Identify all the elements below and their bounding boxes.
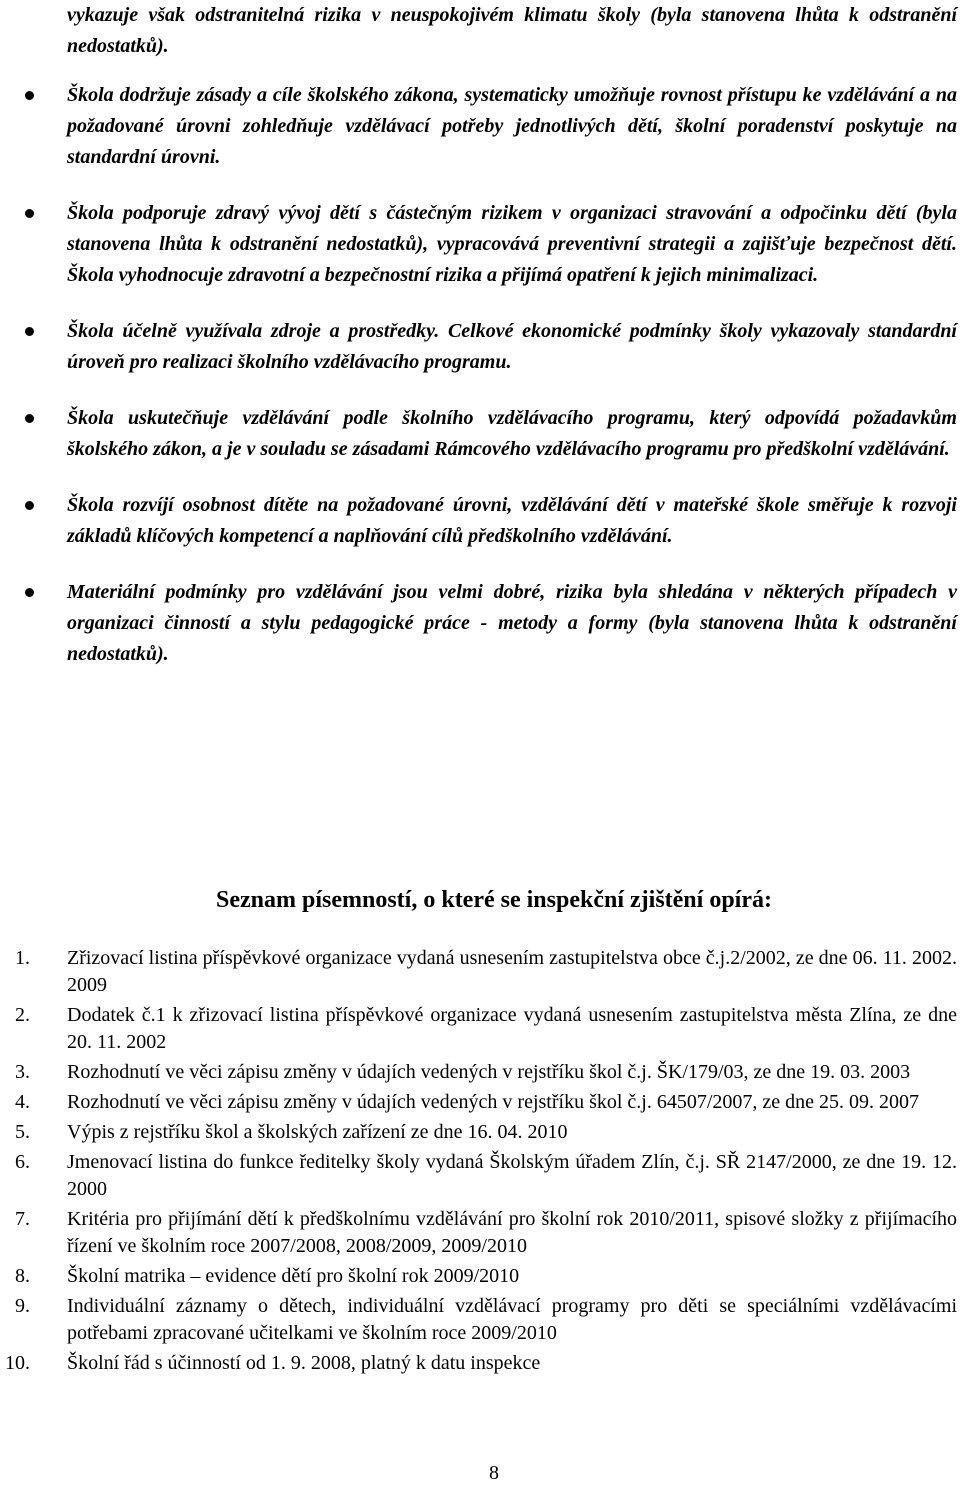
bullet-icon <box>25 414 34 423</box>
document-number: 5. <box>15 1121 30 1143</box>
document-number: 3. <box>15 1061 30 1083</box>
document-number: 7. <box>15 1208 30 1230</box>
document-text: Dodatek č.1 k zřizovací listina příspěvkové organizace vydaná usnesením zastupitelstva města Zlína, ze dne 20. 11. 2002 <box>67 1004 957 1053</box>
finding-item <box>0 403 957 465</box>
bullet-icon <box>25 91 34 100</box>
document-item <box>0 1089 957 1116</box>
finding-text: Materiální podmínky pro vzdělávání jsou velmi dobré, rizika byla shledána v některých případech v organizaci činností a stylu pedagogické práce - metody a formy (byla stanovena lhůta k odstranění nedostatků). <box>67 581 957 665</box>
document-text: Školní řád s účinností od 1. 9. 2008, platný k datu inspekce <box>67 1352 541 1374</box>
document-item <box>0 945 957 999</box>
findings-list <box>0 80 960 695</box>
finding-text: Škola rozvíjí osobnost dítěte na požadované úrovni, vzdělávání dětí v mateřské škole směřuje k rozvoji základů klíčových kompetencí a naplňování cílů předškolního vzdělávání. <box>67 494 957 547</box>
document-text: Rozhodnutí ve věci zápisu změny v údajích vedených v rejstříku škol č.j. ŠK/179/03, ze dne 19. 03. 2003 <box>67 1061 911 1083</box>
document-text: Individuální záznamy o dětech, individuální vzdělávací programy pro děti se speciálními vzdělávacími potřebami zpracované učitelkami ve školním roce 2009/2010 <box>67 1295 957 1344</box>
bullet-icon <box>25 209 34 218</box>
finding-item <box>0 490 957 552</box>
document-text: Výpis z rejstříku škol a školských zařízení ze dne 16. 04. 2010 <box>67 1121 568 1143</box>
document-item <box>0 1059 957 1086</box>
document-text: Zřizovací listina příspěvkové organizace vydaná usnesením zastupitelstva obce č.j.2/2002, ze dne 06. 11. 2002. 2009 <box>67 947 957 996</box>
finding-text: Škola uskutečňuje vzdělávání podle školního vzdělávacího programu, který odpovídá požadavkům školského zákon, a je v souladu se zásadami Rámcového vzdělávacího programu pro předškolní vzdělávání. <box>67 407 957 460</box>
bullet-icon <box>25 501 34 510</box>
documents-list <box>0 945 960 1380</box>
document-number: 1. <box>15 947 30 969</box>
finding-text: Škola dodržuje zásady a cíle školského zákona, systematicky umožňuje rovnost přístupu ke vzdělávání a na požadované úrovni zohledňuje vzdělávací potřeby jednotlivých dětí, školní poradenství poskytuje na standardní úrovni. <box>67 84 957 168</box>
document-number: 2. <box>15 1004 30 1026</box>
document-item <box>0 1206 957 1260</box>
finding-item <box>0 80 957 173</box>
intro-paragraph: vykazuje však odstranitelná rizika v neuspokojivém klimatu školy (byla stanovena lhůta k odstranění nedostatků). <box>67 4 957 57</box>
document-item <box>0 1119 957 1146</box>
document-number: 8. <box>15 1265 30 1287</box>
document-item <box>0 1293 957 1347</box>
bullet-icon <box>25 588 34 597</box>
document-text: Rozhodnutí ve věci zápisu změny v údajích vedených v rejstříku škol č.j. 64507/2007, ze dne 25. 09. 2007 <box>67 1091 920 1113</box>
finding-text: Škola účelně využívala zdroje a prostředky. Celkové ekonomické podmínky školy vykazovaly standardní úroveň pro realizaci školního vzdělávacího programu. <box>67 320 957 373</box>
finding-item <box>0 198 957 291</box>
finding-text: Škola podporuje zdravý vývoj dětí s částečným rizikem v organizaci stravování a odpočinku dětí (byla stanovena lhůta k odstranění nedostatků), vypracovává preventivní strategii a zajišťuje bezpečnost dětí. Škola vyhodnocuje zdravotní a bezpečnostní rizika a přijímá opatření k jejich minimalizaci. <box>67 202 957 286</box>
document-number: 4. <box>15 1091 30 1113</box>
bullet-icon <box>25 327 34 336</box>
document-item <box>0 1149 957 1203</box>
page-number: 8 <box>489 1462 499 1484</box>
document-number: 9. <box>15 1295 30 1317</box>
document-text: Jmenovací listina do funkce ředitelky školy vydaná Školským úřadem Zlín, č.j. SŘ 2147/2000, ze dne 19. 12. 2000 <box>67 1151 957 1200</box>
document-item <box>0 1002 957 1056</box>
document-number: 6. <box>15 1151 30 1173</box>
finding-item <box>0 577 957 670</box>
document-text: Kritéria pro přijímání dětí k předškolnímu vzdělávání pro školní rok 2010/2011, spisové složky z přijímacího řízení ve školním roce 2007/2008, 2008/2009, 2009/2010 <box>67 1208 957 1257</box>
document-item <box>0 1350 957 1377</box>
document-item <box>0 1263 957 1290</box>
finding-item <box>0 316 957 378</box>
document-text: Školní matrika – evidence dětí pro školní rok 2009/2010 <box>67 1265 520 1287</box>
documents-heading: Seznam písemností, o které se inspekční zjištění opírá: <box>216 887 772 913</box>
document-number: 10. <box>5 1352 30 1374</box>
